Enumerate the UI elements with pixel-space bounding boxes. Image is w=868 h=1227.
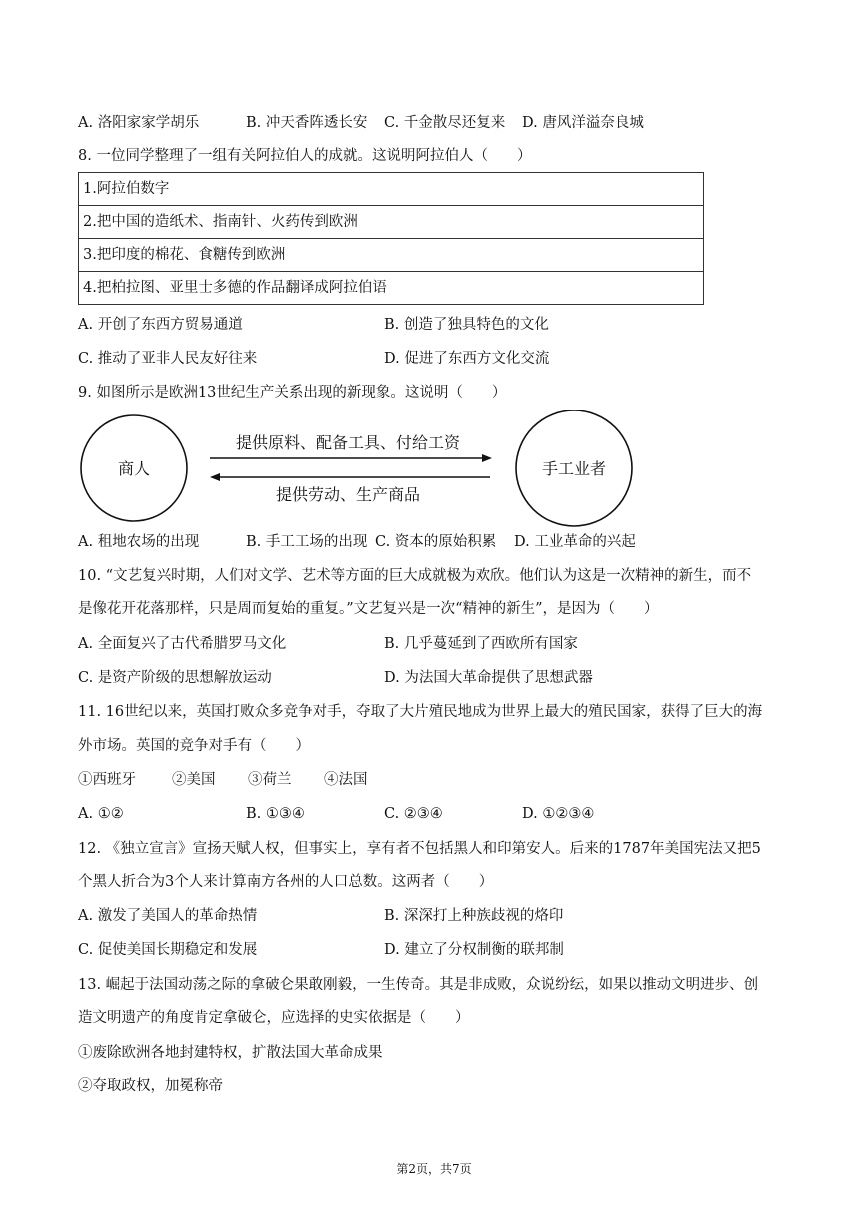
- q8-stem: 8. 一位同学整理了一组有关阿拉伯人的成就。这说明阿拉伯人（ ）: [78, 148, 532, 164]
- q11-option-a: A. ①②: [78, 806, 124, 822]
- q11-item-4: ④法国: [324, 772, 368, 788]
- q12-stem-line1: 12. 《独立宣言》宣扬天赋人权，但事实上，享有者不包括黑人和印第安人。后来的1787年美国宪法又把5: [78, 841, 761, 857]
- q11-option-c: C. ②③④: [384, 806, 443, 822]
- q11-option-d: D. ①②③④: [522, 806, 595, 822]
- q7-option-d: D. 唐风洋溢奈良城: [522, 115, 644, 131]
- q10-stem-line2: 是像花开花落那样，只是周而复始的重复。”文艺复兴是一次“精神的新生”，是因为（ ）: [78, 601, 659, 617]
- q12-option-c: C. 促使美国长期稳定和发展: [78, 942, 258, 958]
- q8-table: [78, 172, 704, 305]
- q12-option-b: B. 深深打上种族歧视的烙印: [384, 908, 564, 924]
- q8-table-row: 4.把柏拉图、亚里士多德的作品翻译成阿拉伯语: [79, 272, 704, 305]
- q10-option-d: D. 为法国大革命提供了思想武器: [384, 670, 593, 686]
- q10-option-b: B. 几乎蔓延到了西欧所有国家: [384, 636, 578, 652]
- q8-option-a: A. 开创了东西方贸易通道: [78, 317, 243, 333]
- q12-stem-line2: 个黑人折合为3个人来计算南方各州的人口总数。这两者（ ）: [78, 874, 494, 890]
- q10-stem-line1: 10. “文艺复兴时期，人们对文学、艺术等方面的巨大成就极为欢欣。他们认为这是一次精神的新生，而不: [78, 568, 752, 584]
- bottom-arrow-label: 提供劳动、生产商品: [275, 485, 421, 504]
- top-arrowhead: [482, 454, 492, 462]
- q8-table-row: 2.把中国的造纸术、指南针、火药传到欧洲: [79, 206, 704, 239]
- q9-option-a: A. 租地农场的出现: [78, 534, 200, 550]
- q11-item-1: ①西班牙: [78, 772, 136, 788]
- q11-option-b: B. ①③④: [246, 806, 305, 822]
- q10-option-a: A. 全面复兴了古代希腊罗马文化: [78, 636, 287, 652]
- bottom-arrowhead: [210, 473, 220, 481]
- top-arrow-label: 提供原料、配备工具、付给工资: [235, 433, 461, 452]
- q11-stem-line1: 11. 16世纪以来，英国打败众多竞争对手，夺取了大片殖民地成为世界上最大的殖民国家，获得了巨大的海: [78, 704, 763, 720]
- q7-option-c: C. 千金散尽还复来: [384, 115, 506, 131]
- q7-option-b: B. 冲天香阵透长安: [246, 115, 368, 131]
- q7-option-a: A. 洛阳家家学胡乐: [78, 115, 200, 131]
- q13-item-1: ①废除欧洲各地封建特权，扩散法国大革命成果: [78, 1045, 383, 1061]
- q13-item-2: ②夺取政权，加冕称帝: [78, 1078, 223, 1094]
- q8-option-d: D. 促进了东西方文化交流: [384, 351, 550, 367]
- q12-option-d: D. 建立了分权制衡的联邦制: [384, 942, 564, 958]
- q8-option-c: C. 推动了亚非人民友好往来: [78, 351, 258, 367]
- merchant-node-label: 商人: [117, 459, 151, 478]
- page-footer: 第2页，共7页: [396, 1162, 472, 1176]
- q9-diagram: [70, 410, 670, 530]
- q11-item-2: ②美国: [172, 772, 216, 788]
- q12-option-a: A. 激发了美国人的革命热情: [78, 908, 258, 924]
- craftsman-node-label: 手工业者: [541, 459, 607, 478]
- q13-stem-line2: 造文明遗产的角度肯定拿破仑，应选择的史实依据是（ ）: [78, 1010, 470, 1026]
- q8-table-row: 3.把印度的棉花、食糖传到欧洲: [79, 239, 704, 272]
- q10-option-c: C. 是资产阶级的思想解放运动: [78, 670, 272, 686]
- q9-option-b: B. 手工工场的出现: [246, 534, 368, 550]
- q9-stem: 9. 如图所示是欧洲13世纪生产关系出现的新现象。这说明（ ）: [78, 385, 507, 401]
- q9-option-d: D. 工业革命的兴起: [514, 534, 636, 550]
- q13-stem-line1: 13. 崛起于法国动荡之际的拿破仑果敢刚毅，一生传奇。其是非成败，众说纷纭，如果以推动文明进步、创: [78, 977, 759, 993]
- q11-stem-line2: 外市场。英国的竞争对手有（ ）: [78, 738, 310, 754]
- q9-option-c: C. 资本的原始积累: [375, 534, 497, 550]
- q11-item-3: ③荷兰: [248, 772, 292, 788]
- q8-option-b: B. 创造了独具特色的文化: [384, 317, 549, 333]
- q8-table-row: 1.阿拉伯数字: [79, 173, 704, 206]
